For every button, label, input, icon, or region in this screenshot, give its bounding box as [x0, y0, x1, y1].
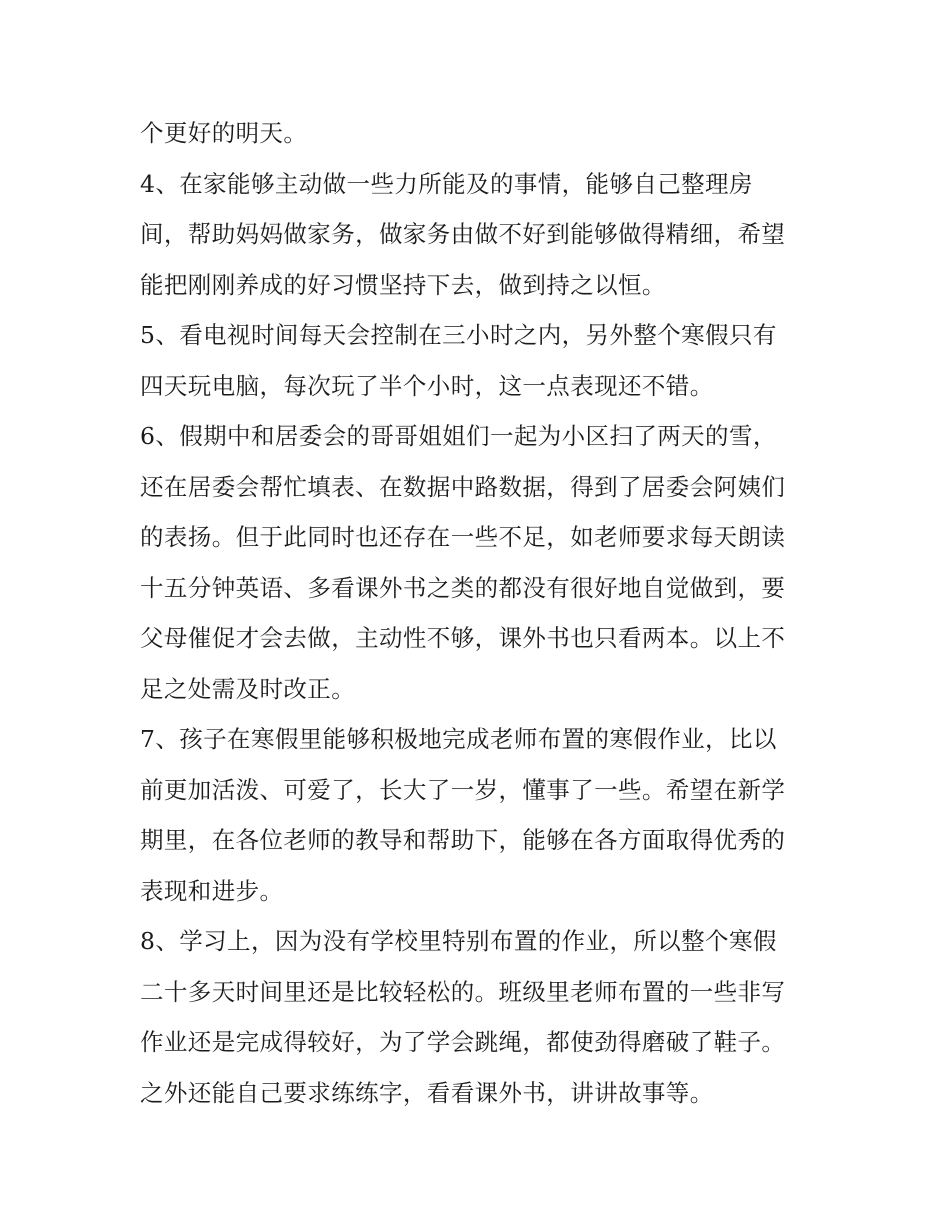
- text-line: 十五分钟英语、多看课外书之类的都没有很好地自觉做到，要: [140, 573, 786, 602]
- text-line: 四天玩电脑，每次玩了半个小时，这一点表现还不错。: [140, 371, 714, 400]
- text-line: 之外还能自己要求练练字，看看课外书，讲讲故事等。: [140, 1078, 714, 1107]
- text-line: 4、在家能够主动做一些力所能及的事情，能够自己整理房: [140, 169, 753, 198]
- text-line: 二十多天时间里还是比较轻松的。班级里老师布置的一些非写: [140, 977, 786, 1006]
- text-line: 还在居委会帮忙填表、在数据中路数据，得到了居委会阿姨们: [140, 472, 786, 501]
- text-line: 7、孩子在寒假里能够积极地完成老师布置的寒假作业，比以: [140, 725, 777, 753]
- document-body: [140, 108, 820, 1118]
- text-line: 能把刚刚养成的好习惯坚持下去，做到持之以恒。: [140, 270, 666, 299]
- text-line: 表现和进步。: [140, 876, 284, 905]
- text-line: 父母催促才会去做，主动性不够，课外书也只看两本。以上不: [140, 624, 786, 652]
- text-line: 8、学习上，因为没有学校里特别布置的作业，所以整个寒假: [140, 927, 777, 955]
- text-line: 前更加活泼、可爱了，长大了一岁，懂事了一些。希望在新学: [140, 775, 786, 804]
- text-line: 6、假期中和居委会的哥哥姐姐们一起为小区扫了两天的雪，: [140, 422, 777, 450]
- text-line: 作业还是完成得较好，为了学会跳绳，都使劲得磨破了鞋子。: [140, 1028, 786, 1056]
- text-line: 期里，在各位老师的教导和帮助下，能够在各方面取得优秀的: [140, 826, 786, 854]
- text-line: 的表扬。但于此同时也还存在一些不足，如老师要求每天朗读: [140, 523, 786, 551]
- text-line: 个更好的明天。: [140, 119, 308, 147]
- text-line: 间，帮助妈妈做家务，做家务由做不好到能够做得精细，希望: [140, 220, 786, 248]
- text-line: 足之处需及时改正。: [140, 674, 356, 703]
- text-line: 5、看电视时间每天会控制在三小时之内，另外整个寒假只有: [140, 321, 777, 349]
